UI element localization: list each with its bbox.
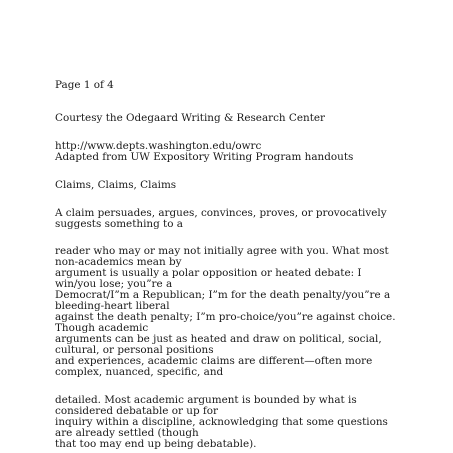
paragraph-2-line-6: bleeding-heart liberal bbox=[55, 300, 170, 312]
paragraph-2-line-5: Democrat/I”m a Republican; I”m for the death penalty/you”re a bbox=[55, 289, 391, 301]
paragraph-2-line-12: complex, nuanced, specific, and bbox=[55, 366, 224, 378]
paragraph-3-line-5: that too may end up being debatable). bbox=[55, 438, 257, 450]
paragraph-1-line-1: A claim persuades, argues, convinces, proves, or provocatively bbox=[55, 207, 387, 219]
paragraph-3-line-4: are already settled (though bbox=[55, 427, 199, 439]
paragraph-2-line-4: win/you lose; you”re a bbox=[55, 278, 173, 290]
paragraph-2-line-2: non-academics mean by bbox=[55, 256, 182, 268]
paragraph-3-line-2: considered debatable or up for bbox=[55, 405, 218, 417]
courtesy-line: Courtesy the Odegaard Writing & Research Center bbox=[55, 112, 326, 124]
paragraph-2-line-10: cultural, or personal positions bbox=[55, 344, 214, 356]
paragraph-2-line-1: reader who may or may not initially agree with you. What most bbox=[55, 245, 389, 257]
source-url: http://www.depts.washington.edu/owrc bbox=[55, 140, 262, 152]
paragraph-2-line-3: argument is usually a polar opposition or heated debate: I bbox=[55, 267, 362, 279]
page-number: Page 1 of 4 bbox=[55, 79, 114, 91]
paragraph-2-line-7: against the death penalty; I”m pro-choice/you”re against choice. bbox=[55, 311, 396, 323]
paragraph-2-line-8: Though academic bbox=[55, 322, 149, 334]
paragraph-1-line-2: suggests something to a bbox=[55, 218, 183, 230]
adapted-line: Adapted from UW Expository Writing Program handouts bbox=[55, 151, 354, 163]
paragraph-3-line-1: detailed. Most academic argument is bounded by what is bbox=[55, 394, 357, 406]
paragraph-2-line-9: arguments can be just as heated and draw on political, social, bbox=[55, 333, 382, 345]
paragraph-3-line-3: inquiry within a discipline, acknowledging that some questions bbox=[55, 416, 388, 428]
paragraph-2-line-11: and experiences, academic claims are different—often more bbox=[55, 355, 373, 367]
document-heading: Claims, Claims, Claims bbox=[55, 179, 177, 191]
